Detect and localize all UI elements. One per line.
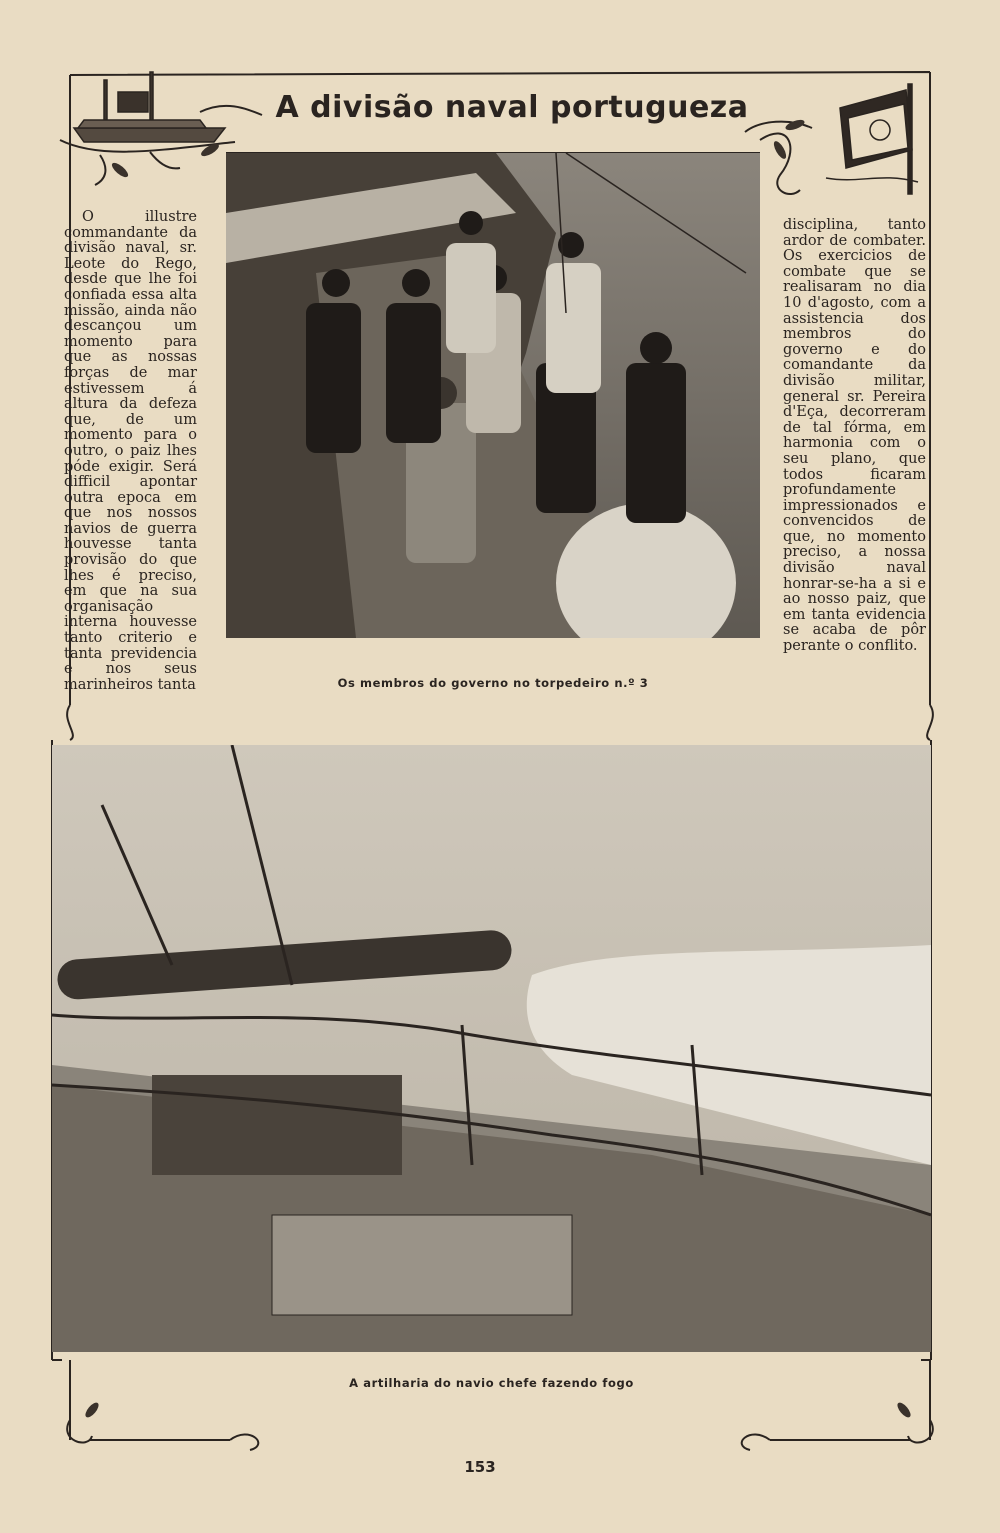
photo-flagship-artillery-firing xyxy=(52,745,931,1352)
photo-government-members-on-torpedo-boat xyxy=(226,153,760,638)
article-text-left-column: O illustre commandante da divisão naval, sr. Leote do Rego, desde que lhe foi confiada essa alta missão, ainda não descançou um momento para que as nossas forças de mar estivessem á altura da defeza que, de um momento para o outro, o paiz lhes póde exigir. Será difficil apontar outra epoca em que nos nossos navios de guerra houvesse tanta provisão do que lhes é preciso, em que na sua organisação interna houvesse tanto criterio e tanta previdencia e nos seus marinheiros tanta xyxy=(64,209,197,693)
article-text-right-column: disciplina, tanto ardor de combater. Os exercicios de combate que se realisaram no dia 10 d'agosto, com a assistencia dos membros do governo e do comandante da divisão militar, general sr. Pereira d'Eça, decorreram de tal fórma, em harmonia com o seu plano, que todos ficaram profundamente impressionados e convencidos de que, no momento preciso, a nossa divisão naval honrar-se-ha a si e ao nosso paiz, que em tanta evidencia se acaba de pôr perante o conflito. xyxy=(783,217,926,655)
photo-caption-bottom: A artilharia do navio chefe fazendo fogo xyxy=(349,1376,634,1390)
article-title: A divisão naval portugueza xyxy=(275,90,749,125)
ship-icon xyxy=(74,72,225,142)
flag-icon xyxy=(826,84,918,194)
page-number: 153 xyxy=(464,1458,496,1476)
photo-caption-top: Os membros do governo no torpedeiro n.º 3 xyxy=(337,676,649,690)
